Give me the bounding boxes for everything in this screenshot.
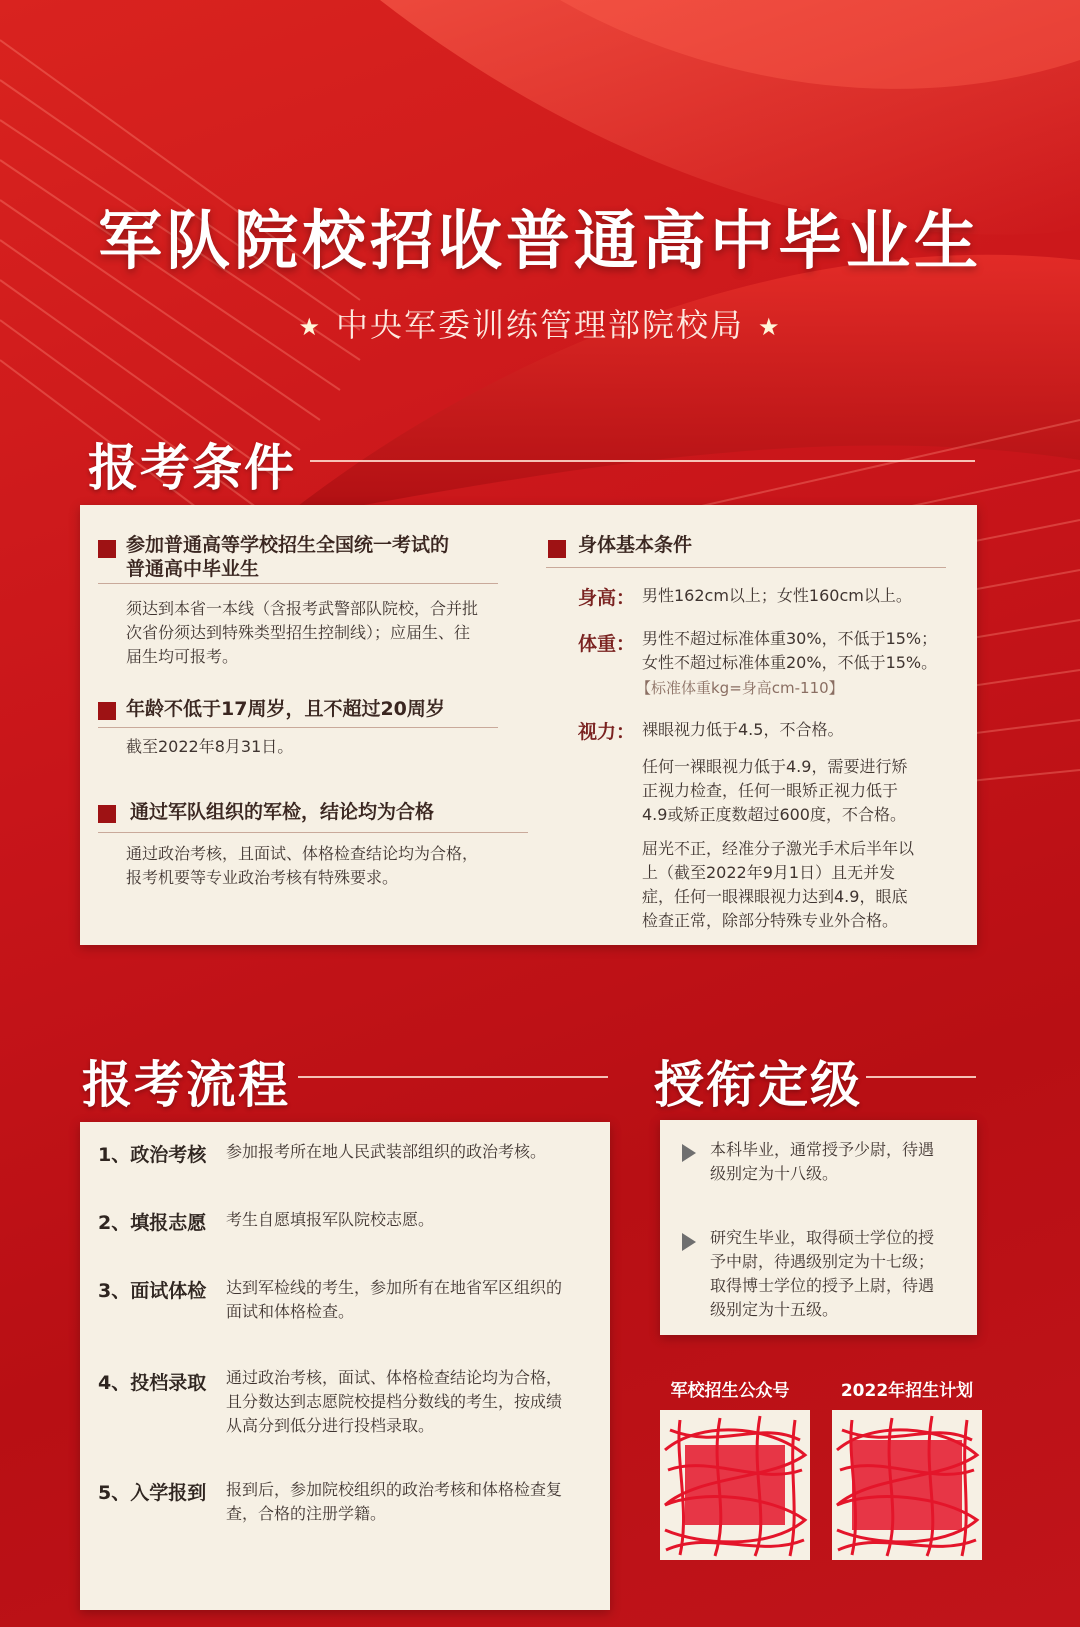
- qr-label-plan: 2022年招生计划: [840, 1381, 974, 1401]
- rank-text: 本科毕业，通常授予少尉，待遇 级别定为十八级。: [710, 1140, 935, 1183]
- physical-title: 身体基本条件: [578, 534, 693, 556]
- height-text: 男性162cm以上；女性160cm以上。: [642, 586, 912, 605]
- step-label: 2、填报志愿: [98, 1212, 207, 1234]
- step-label: 1、政治考核: [98, 1144, 207, 1166]
- rank-card: [660, 1120, 977, 1335]
- scribble-redaction-icon: [832, 1410, 982, 1560]
- vision-text: 任何一裸眼视力低于4.9，需要进行矫 正视力检查，任何一眼矫正视力低于 4.9或矫正度数超过600度，不合格。: [642, 757, 908, 824]
- process-card: [80, 1122, 610, 1610]
- divider: [310, 460, 975, 462]
- divider: [98, 727, 498, 728]
- vision-text: 屈光不正，经准分子激光手术后半年以 上（截至2022年9月1日）且无并发 症，任何一眼裸眼视力达到4.9，眼底 检查正常，除部分特殊专业外合格。: [642, 839, 915, 930]
- qr-label-wechat: 军校招生公众号: [670, 1381, 790, 1401]
- step-label: 4、投档录取: [98, 1372, 207, 1394]
- height-label: 身高：: [578, 587, 636, 609]
- divider: [98, 583, 498, 584]
- weight-label: 体重：: [578, 633, 636, 655]
- weight-text: 男性不超过标准体重30%，不低于15%； 女性不超过标准体重20%，不低于15%。: [642, 629, 938, 672]
- condition-title: 通过军队组织的军检，结论均为合格: [130, 801, 435, 823]
- step-text: 达到军检线的考生，参加所有在地省军区组织的 面试和体格检查。: [226, 1278, 563, 1321]
- qr-code-plan[interactable]: [832, 1410, 982, 1560]
- square-bullet-icon: [98, 540, 116, 558]
- step-label: 3、面试体检: [98, 1280, 207, 1302]
- play-arrow-icon: [682, 1233, 696, 1251]
- square-bullet-icon: [98, 702, 116, 720]
- section-heading-process: 报考流程: [82, 1056, 290, 1114]
- poster-title: 军队院校招收普通高中毕业生: [98, 205, 982, 279]
- poster-subtitle: [0, 300, 1080, 346]
- step-text: 考生自愿填报军队院校志愿。: [226, 1210, 435, 1229]
- divider: [866, 1076, 976, 1078]
- star-icon: ★: [298, 313, 322, 341]
- condition-text: 须达到本省一本线（含报考武警部队院校，合并批 次省份须达到特殊类型招生控制线）；应届生、往 届生均可报考。: [126, 599, 479, 666]
- square-bullet-icon: [548, 540, 566, 558]
- divider: [546, 567, 946, 568]
- step-text: 通过政治考核，面试、体格检查结论均为合格， 且分数达到志愿院校提档分数线的考生，按成绩 从高分到低分进行投档录取。: [226, 1368, 563, 1435]
- scribble-redaction-icon: [660, 1410, 810, 1560]
- conditions-card: [80, 505, 977, 945]
- issuer-name: 中央军委训练管理部院校局: [335, 306, 744, 344]
- divider: [298, 1076, 608, 1078]
- square-bullet-icon: [98, 805, 116, 823]
- step-text: 参加报考所在地人民武装部组织的政治考核。: [226, 1142, 547, 1161]
- section-heading-conditions: 报考条件: [88, 439, 296, 497]
- star-icon: ★: [758, 313, 782, 341]
- divider: [98, 832, 528, 833]
- condition-title: 年龄不低于17周岁，且不超过20周岁: [126, 698, 445, 720]
- section-heading-rank: 授衔定级: [654, 1056, 862, 1114]
- step-text: 报到后，参加院校组织的政治考核和体格检查复 查，合格的注册学籍。: [226, 1480, 563, 1523]
- rank-text: 研究生毕业，取得硕士学位的授 予中尉，待遇级别定为十七级； 取得博士学位的授予上尉，待遇 级别定为十五级。: [710, 1228, 935, 1319]
- condition-title: 参加普通高等学校招生全国统一考试的 普通高中毕业生: [126, 534, 450, 580]
- vision-label: 视力：: [578, 721, 636, 743]
- weight-formula-note: 【标准体重kg=身高cm-110】: [636, 679, 844, 697]
- condition-text: 截至2022年8月31日。: [126, 737, 294, 756]
- condition-text: 通过政治考核，且面试、体格检查结论均为合格， 报考机要等专业政治考核有特殊要求。: [126, 844, 479, 887]
- step-label: 5、入学报到: [98, 1482, 207, 1504]
- vision-text: 裸眼视力低于4.5，不合格。: [642, 720, 844, 739]
- qr-code-wechat[interactable]: [660, 1410, 810, 1560]
- play-arrow-icon: [682, 1144, 696, 1162]
